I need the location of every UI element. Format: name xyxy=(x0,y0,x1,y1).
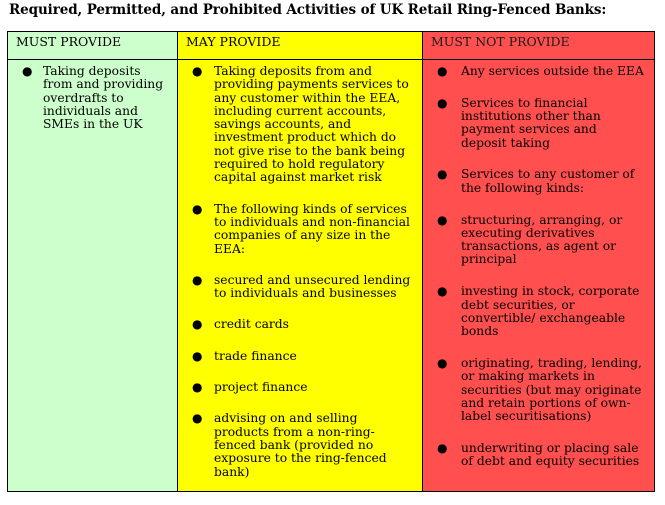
item-text: Services to financial institutions other than payment services and deposit taking xyxy=(461,95,601,150)
list-item xyxy=(431,65,646,78)
item-text: The following kinds of services to individuals and non-financial companies of any size in the EEA: xyxy=(214,201,410,256)
column-must-provide xyxy=(8,32,178,491)
item-text: project finance xyxy=(214,380,308,395)
activities-table xyxy=(7,31,655,492)
list-item xyxy=(431,168,646,195)
bullet-icon: ● xyxy=(192,64,203,78)
bullet-icon: ● xyxy=(437,95,448,110)
bullet-icon: ● xyxy=(437,284,448,299)
item-list xyxy=(178,60,422,479)
item-text: originating, trading, lending, or making markets in securities (but may originate and retain portions of own-label securitisations) xyxy=(461,355,642,424)
column-header: MUST NOT PROVIDE xyxy=(423,32,654,60)
list-item xyxy=(186,318,414,331)
list-item xyxy=(431,285,646,338)
item-text: trade finance xyxy=(214,348,297,363)
list-item xyxy=(186,274,414,301)
list-item xyxy=(431,357,646,423)
item-text: advising on and selling products from a non-ring-fenced bank (provided no exposure to the ring-fenced bank) xyxy=(214,411,387,479)
item-text: Services to any customer of the following kinds: xyxy=(461,167,635,195)
bullet-icon: ● xyxy=(192,317,203,332)
bullet-icon: ● xyxy=(22,64,33,78)
item-text: investing in stock, corporate debt securities, or convertible/ exchangeable bonds xyxy=(461,284,640,339)
item-text: secured and unsecured lending to individuals and businesses xyxy=(214,272,411,301)
item-text: underwriting or placing sale of debt and equity securities xyxy=(461,440,640,469)
bullet-icon: ● xyxy=(192,380,203,395)
table-title: Required, Permitted, and Prohibited Activities of UK Retail Ring-Fenced Banks: xyxy=(9,2,607,18)
bullet-icon: ● xyxy=(437,355,448,370)
list-item xyxy=(186,381,414,394)
bullet-icon: ● xyxy=(437,64,448,78)
item-text: structuring, arranging, or executing derivatives transactions, as agent or principal xyxy=(461,212,623,267)
bullet-icon: ● xyxy=(437,167,448,182)
column-may-provide xyxy=(178,32,423,491)
bullet-icon: ● xyxy=(192,272,203,287)
column-header: MAY PROVIDE xyxy=(178,32,422,60)
item-text: Taking deposits from and providing payments services to any customer within the EEA, including current accounts, savings accounts, and investment product which do not give rise to the bank being required to hold regulatory capital against market risk xyxy=(214,64,409,185)
bullet-icon: ● xyxy=(437,440,448,455)
list-item xyxy=(431,442,646,469)
list-item xyxy=(186,203,414,256)
bullet-icon: ● xyxy=(192,201,203,216)
item-text: Taking deposits from and providing overdrafts to individuals and SMEs in the UK xyxy=(43,64,164,132)
item-list xyxy=(8,60,177,131)
list-item xyxy=(186,412,414,478)
list-item xyxy=(16,65,169,131)
column-must-not-provide xyxy=(423,32,654,491)
item-list xyxy=(423,60,654,469)
bullet-icon: ● xyxy=(192,411,203,426)
list-item xyxy=(431,214,646,267)
item-text: credit cards xyxy=(214,317,289,332)
list-item xyxy=(431,97,646,150)
list-item xyxy=(186,350,414,363)
column-header: MUST PROVIDE xyxy=(8,32,177,60)
list-item xyxy=(186,65,414,185)
item-text: Any services outside the EEA xyxy=(461,64,644,78)
bullet-icon: ● xyxy=(192,348,203,363)
bullet-icon: ● xyxy=(437,212,448,227)
